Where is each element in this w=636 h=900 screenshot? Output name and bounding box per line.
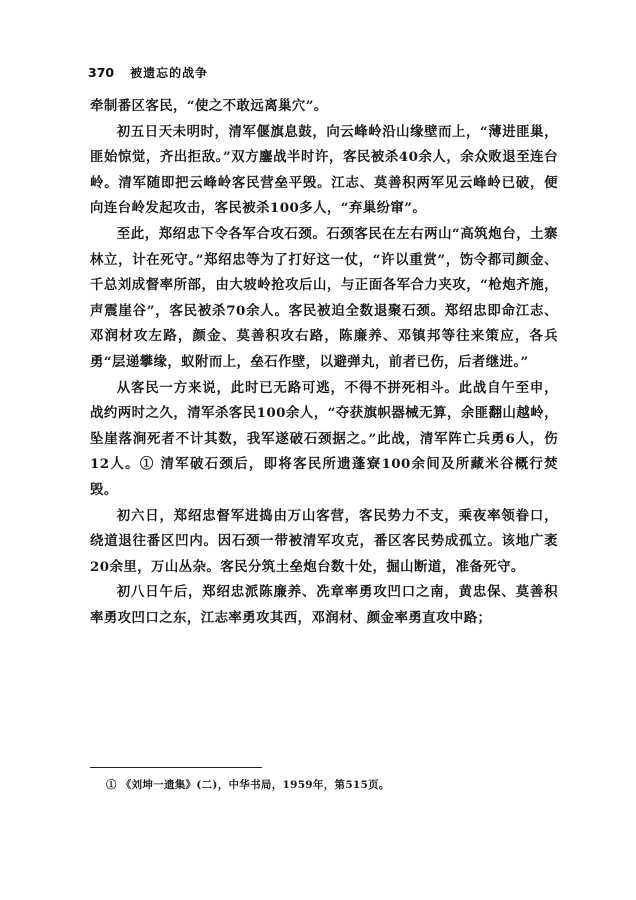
running-title: 被遗忘的战争 <box>130 66 209 80</box>
page-header <box>88 64 208 81</box>
footnote: ① 《刘坤一遗集》(二)，中华书局，1959年，第515页。 <box>106 779 390 791</box>
paragraph: 初八日午后，郑绍忠派陈廉养、冼章率勇攻凹口之南，黄忠保、莫善积率勇攻凹口之东，江志率勇攻其西，邓润材、颜金率勇直攻中路； <box>90 584 558 626</box>
page-number: 370 <box>88 65 115 80</box>
paragraph: 牵制番区客民，“使之不敢远离巢穴”。 <box>90 98 328 114</box>
footnote-divider <box>90 767 262 768</box>
paragraph: 至此，郑绍忠下令各军合攻石颈。石颈客民在左右两山“高筑炮台，土寨林立，计在死守。”郑绍忠等为了打好这一仗，“许以重赏”，饬令都司颜金、千总刘成督率所部，由大坡岭抢攻后山，与正面各军合力夹攻，“枪炮齐施，声震崖谷”，客民被杀70余人。客民被迫全数退聚石颈。郑绍忠即命江志、邓润材攻左路，颜金、莫善积攻右路，陈廉养、邓镇邦等往来策应，各兵勇“层递攀缘，蚁附而上，垒石作壁，以避弹丸，前者已伤，后者继进。” <box>90 225 558 370</box>
paragraph: 从客民一方来说，此时已无路可逃，不得不拼死相斗。此战自午至申，战约两时之久，清军杀客民100余人，“夺获旗帜器械无算，余匪翻山越岭，坠崖落涧死者不计其数，我军遂破石颈据之。”此战，清军阵亡兵勇6人，伤12人。① 清军破石颈后，即将客民所遗蓬寮100余间及所藏米谷概行焚毁。 <box>90 379 558 498</box>
paragraph: 初六日，郑绍忠督军进捣由万山客营，客民势力不支，乘夜率领眷口，绕道退往番区凹内。因石颈一带被清军攻克，番区客民势成孤立。该地广袤20余里，万山丛杂。客民分筑土垒炮台数十处，掘山断道，准备死守。 <box>90 507 558 575</box>
paragraph: 初五日天未明时，清军偃旗息鼓，向云峰岭沿山缘壁而上，“薄进匪巢，匪始惊觉，齐出拒敌。”双方鏖战半时许，客民被杀40余人，余众败退至连台岭。清军随即把云峰岭客民营垒平毁。江志、莫善积两军见云峰岭已破，便向连台岭发起攻击，客民被杀100多人，“弃巢纷窜”。 <box>90 123 558 217</box>
body-text <box>90 94 558 631</box>
